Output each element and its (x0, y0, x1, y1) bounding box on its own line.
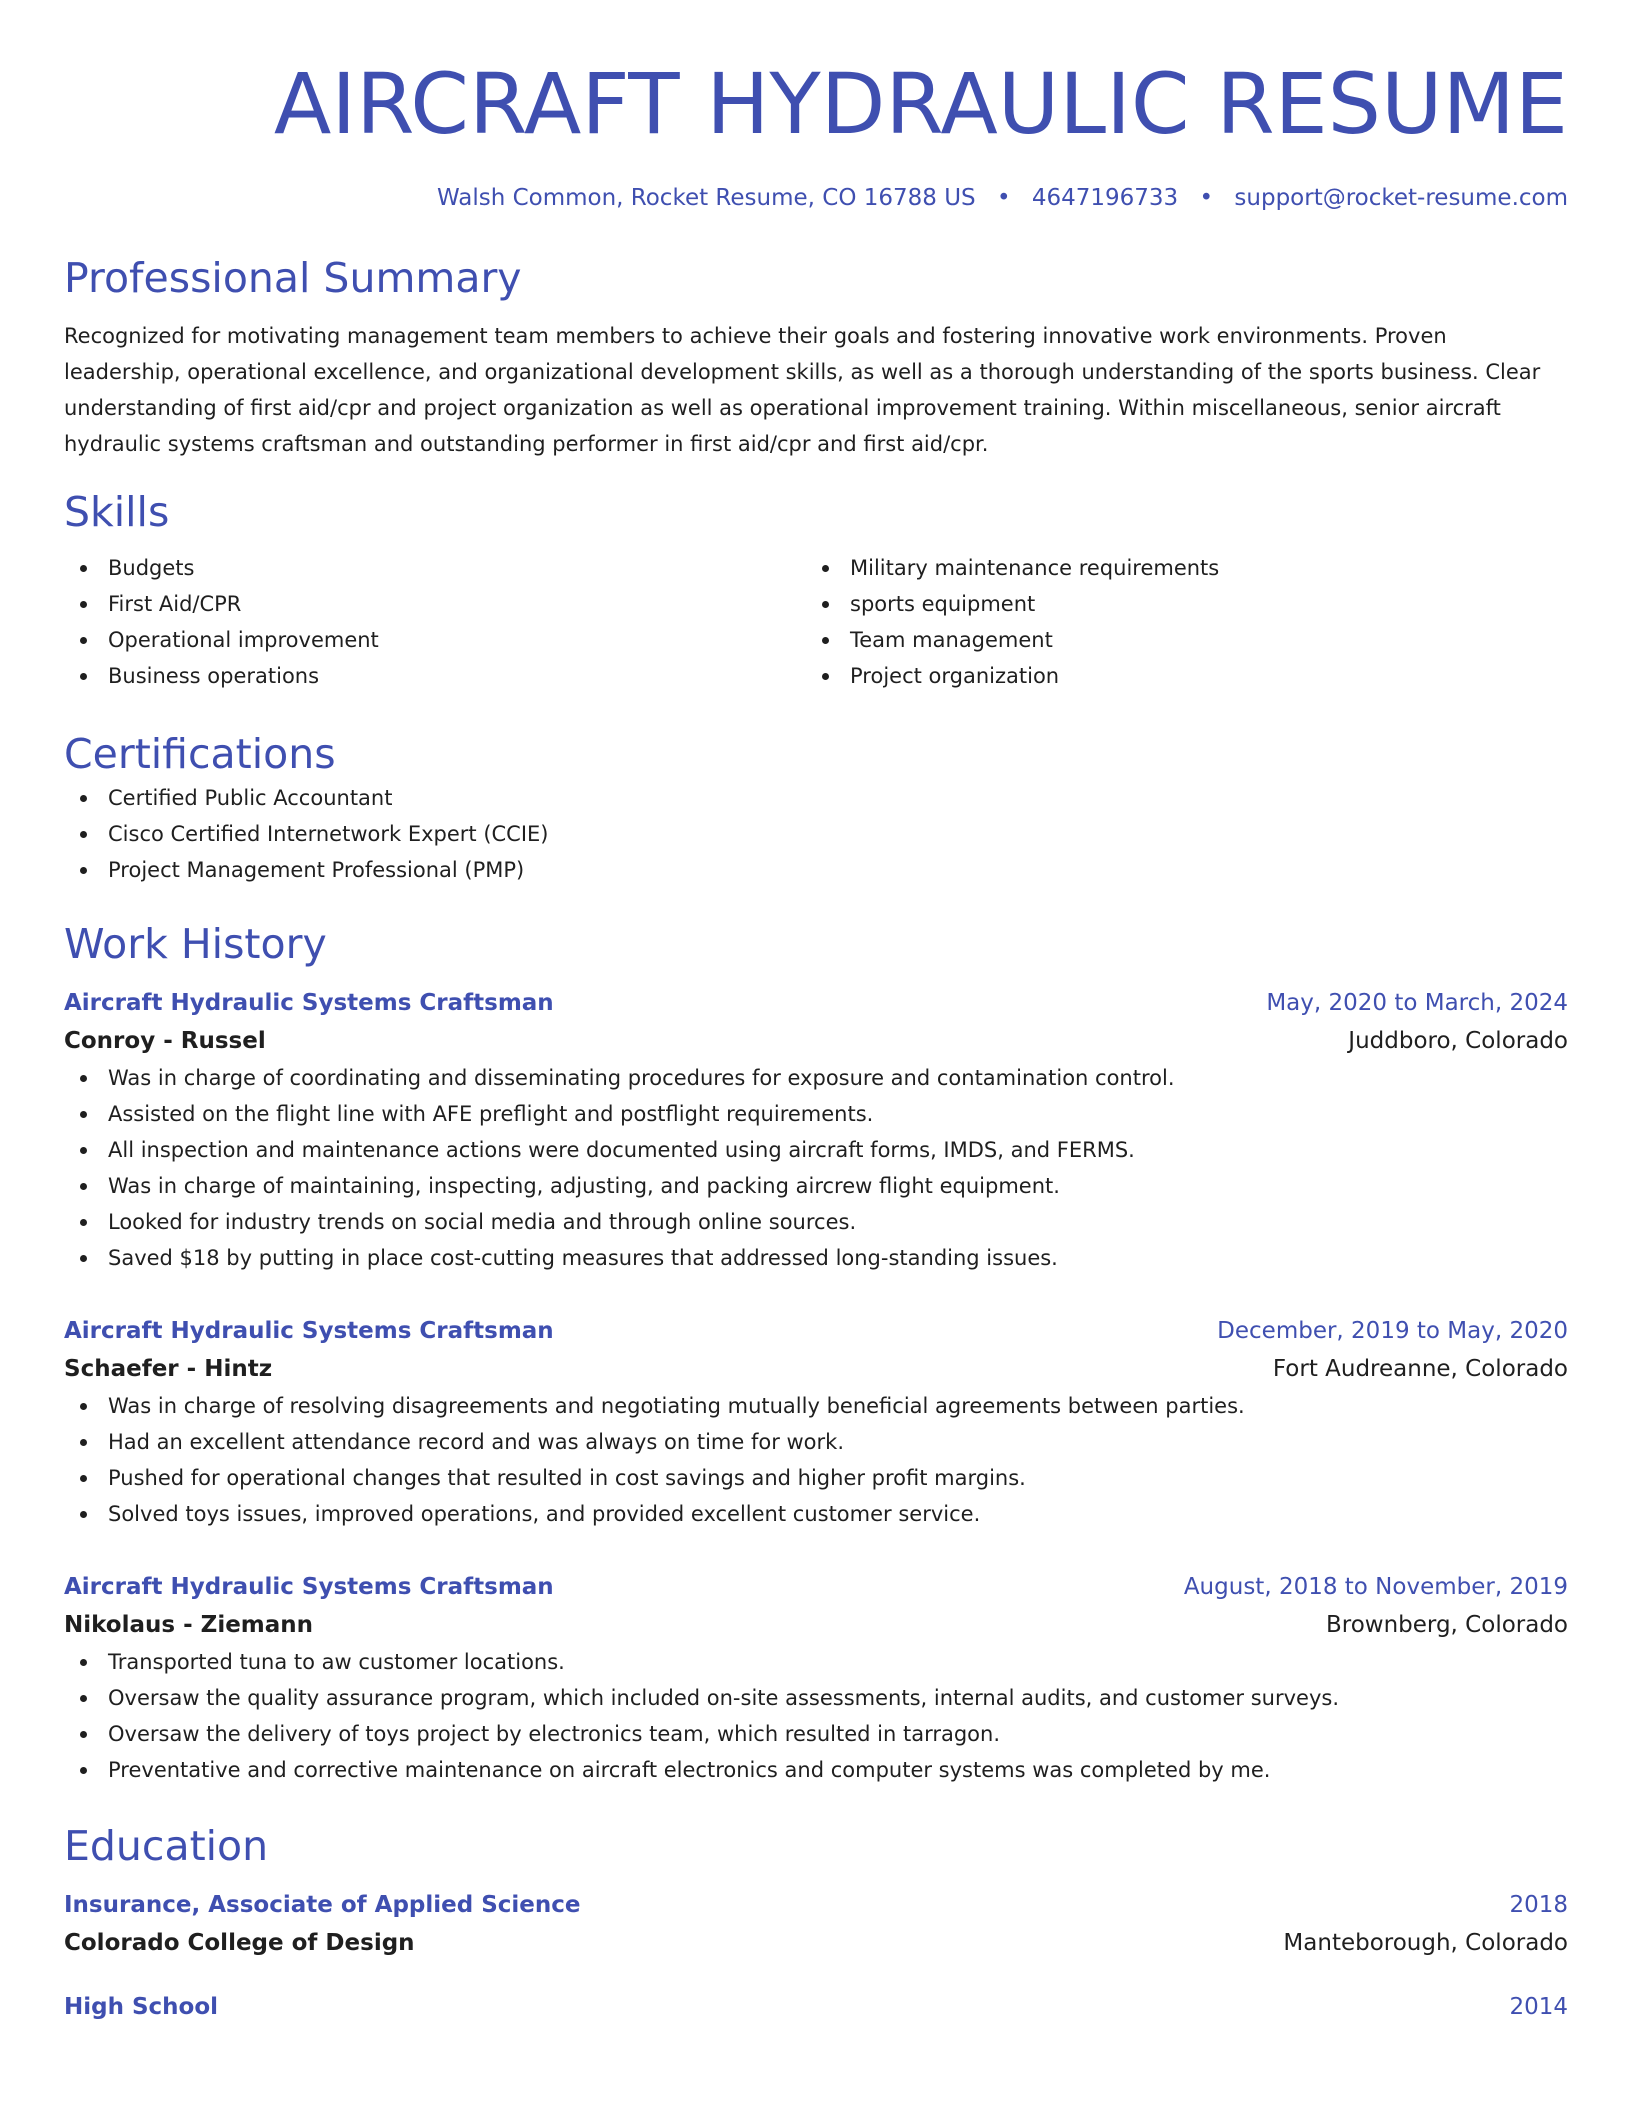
skills-section (64, 486, 1568, 694)
job-bullet: Was in charge of maintaining, inspecting, adjusting, and packing aircrew flight equipment. (64, 1168, 1568, 1204)
contact-address: Walsh Common, Rocket Resume, CO 16788 US (436, 185, 976, 211)
certification-item: Certified Public Accountant (64, 780, 1568, 816)
job-title: Aircraft Hydraulic Systems Craftsman (64, 990, 554, 1016)
job-dates: August, 2018 to November, 2019 (1183, 1574, 1568, 1600)
job-bullet: Saved $18 by putting in place cost-cutting measures that addressed long-standing issues. (64, 1240, 1568, 1276)
skills-grid (64, 550, 1568, 694)
skill-item: sports equipment (806, 586, 1568, 622)
job-employer: Schaefer - Hintz (64, 1356, 273, 1382)
education-entry (64, 1988, 1568, 2026)
education-year: 2018 (1509, 1892, 1568, 1918)
resume-title: AIRCRAFT HYDRAULIC RESUME (273, 55, 1568, 153)
summary-heading: Professional Summary (64, 254, 522, 302)
job-employer-row (64, 1606, 1568, 1644)
job-bullet: Pushed for operational changes that resulted in cost savings and higher profit margins. (64, 1460, 1568, 1496)
job-bullet: Solved toys issues, improved operations, and provided excellent customer service. (64, 1496, 1568, 1532)
job-entry (64, 1312, 1568, 1532)
job-bullet: Had an excellent attendance record and was always on time for work. (64, 1424, 1568, 1460)
skill-item: Team management (806, 622, 1568, 658)
job-bullets (64, 1388, 1568, 1532)
skills-heading: Skills (64, 488, 170, 536)
skill-item: Business operations (64, 658, 806, 694)
education-degree: Insurance, Associate of Applied Science (64, 1892, 581, 1918)
job-bullet: Assisted on the flight line with AFE preflight and postflight requirements. (64, 1096, 1568, 1132)
education-degree: High School (64, 1994, 219, 2020)
certification-item: Project Management Professional (PMP) (64, 852, 1568, 888)
skill-item: First Aid/CPR (64, 586, 806, 622)
skill-item: Operational improvement (64, 622, 806, 658)
job-dates: May, 2020 to March, 2024 (1266, 990, 1568, 1016)
job-title-row (64, 1312, 1568, 1350)
work-history-section (64, 918, 1568, 1788)
work-history-heading: Work History (64, 920, 327, 968)
certifications-heading: Certifications (64, 730, 336, 778)
skill-item: Military maintenance requirements (806, 550, 1568, 586)
certification-item: Cisco Certified Internetwork Expert (CCIE) (64, 816, 1568, 852)
job-dates: December, 2019 to May, 2020 (1217, 1318, 1568, 1344)
job-bullet: Looked for industry trends on social media and through online sources. (64, 1204, 1568, 1240)
education-school-row (64, 1924, 1568, 1962)
certifications-section (64, 728, 1568, 888)
education-school: Colorado College of Design (64, 1930, 415, 1956)
job-entry (64, 984, 1568, 1276)
job-title: Aircraft Hydraulic Systems Craftsman (64, 1574, 554, 1600)
job-bullet: Was in charge of coordinating and disseminating procedures for exposure and contamination control. (64, 1060, 1568, 1096)
job-employer-row (64, 1350, 1568, 1388)
job-title-row (64, 984, 1568, 1022)
resume-header (64, 56, 1568, 214)
job-bullet: All inspection and maintenance actions were documented using aircraft forms, IMDS, and FERMS. (64, 1132, 1568, 1168)
skills-list-right (806, 550, 1568, 694)
education-year: 2014 (1509, 1994, 1568, 2020)
job-employer: Nikolaus - Ziemann (64, 1612, 314, 1638)
job-location: Fort Audreanne, Colorado (1272, 1356, 1568, 1382)
job-bullet: Preventative and corrective maintenance on aircraft electronics and computer systems was completed by me. (64, 1752, 1568, 1788)
job-employer: Conroy - Russel (64, 1028, 266, 1054)
education-entry (64, 1886, 1568, 1962)
contact-separator: • (1199, 185, 1214, 211)
skill-item: Budgets (64, 550, 806, 586)
job-bullet: Transported tuna to aw customer locations. (64, 1644, 1568, 1680)
job-title: Aircraft Hydraulic Systems Craftsman (64, 1318, 554, 1344)
contact-phone: 4647196733 (1031, 185, 1179, 211)
education-section (64, 1820, 1568, 2026)
education-degree-row (64, 1886, 1568, 1924)
summary-text: Recognized for motivating management team members to achieve their goals and fostering innovative work environments. Proven leadership, operational excellence, and organizational development skills, as well as a thorough understanding of the sports business. Clear understanding of first aid/cpr and project organization as well as operational improvement training. Within miscellaneous, senior aircraft hydraulic systems craftsman and outstanding performer in first aid/cpr and first aid/cpr. (64, 324, 1541, 456)
job-employer-row (64, 1022, 1568, 1060)
job-bullet: Oversaw the quality assurance program, which included on-site assessments, internal audits, and customer surveys. (64, 1680, 1568, 1716)
contact-separator: • (996, 185, 1011, 211)
contact-email[interactable]: support@rocket-resume.com (1234, 185, 1568, 211)
job-bullet: Oversaw the delivery of toys project by electronics team, which resulted in tarragon. (64, 1716, 1568, 1752)
education-heading: Education (64, 1822, 269, 1870)
summary-section (64, 252, 1568, 462)
job-bullets (64, 1060, 1568, 1276)
education-location: Manteborough, Colorado (1283, 1930, 1568, 1956)
skill-item: Project organization (806, 658, 1568, 694)
job-location: Juddboro, Colorado (1348, 1028, 1568, 1054)
contact-line (64, 182, 1568, 214)
certifications-list (64, 780, 1568, 888)
skills-list-left (64, 550, 806, 694)
job-bullets (64, 1644, 1568, 1788)
job-bullet: Was in charge of resolving disagreements and negotiating mutually beneficial agreements between parties. (64, 1388, 1568, 1424)
job-entry (64, 1568, 1568, 1788)
education-degree-row (64, 1988, 1568, 2026)
job-location: Brownberg, Colorado (1325, 1612, 1568, 1638)
job-title-row (64, 1568, 1568, 1606)
